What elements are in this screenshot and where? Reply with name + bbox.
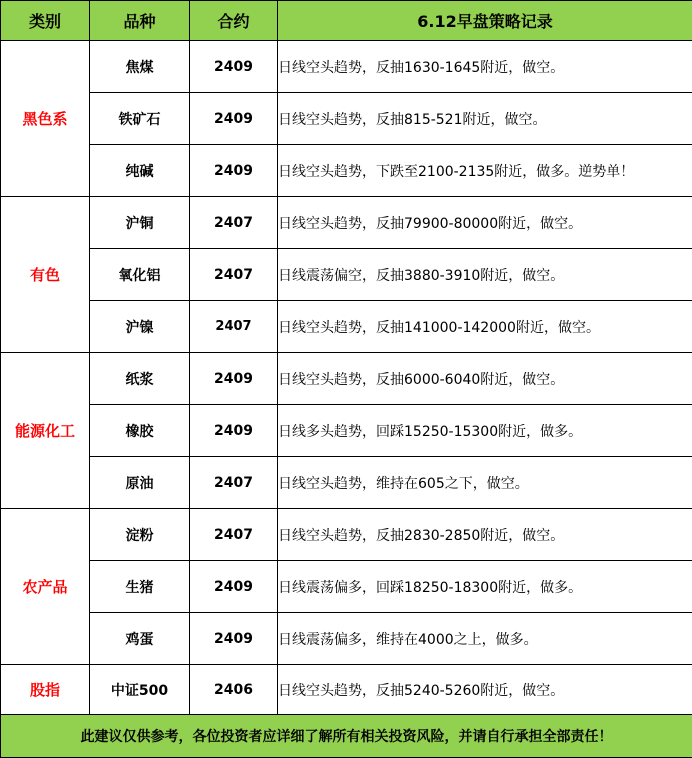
table-row [1, 41, 692, 93]
variety-cell: 纸浆 [90, 353, 190, 405]
contract-cell: 2409 [190, 561, 278, 613]
contract-cell: 2406 [190, 665, 278, 715]
table-row [1, 509, 692, 561]
strategy-cell: 日线空头趋势，下跌至2100-2135附近，做多。逆势单！ [278, 145, 692, 197]
strategy-cell: 日线震荡偏多，回踩18250-18300附近，做多。 [278, 561, 692, 613]
contract-cell: 2409 [190, 41, 278, 93]
strategy-cell: 日线多头趋势，回踩15250-15300附近，做多。 [278, 405, 692, 457]
contract-cell: 2409 [190, 613, 278, 665]
variety-cell: 淀粉 [90, 509, 190, 561]
contract-cell: 2409 [190, 93, 278, 145]
variety-cell: 原油 [90, 457, 190, 509]
contract-cell: 2409 [190, 145, 278, 197]
variety-cell: 沪铜 [90, 197, 190, 249]
header-contract: 合约 [190, 1, 278, 41]
contract-cell: 2409 [190, 353, 278, 405]
strategy-cell: 日线空头趋势，维持在605之下，做空。 [278, 457, 692, 509]
header-category: 类别 [1, 1, 90, 41]
category-cell: 能源化工 [1, 353, 90, 509]
table-row [1, 613, 692, 665]
table-row [1, 249, 692, 301]
variety-cell: 沪镍 [90, 301, 190, 353]
strategy-cell: 日线震荡偏空，反抽3880-3910附近，做空。 [278, 249, 692, 301]
table-row [1, 93, 692, 145]
table-row [1, 457, 692, 509]
category-cell: 股指 [1, 665, 90, 715]
table-row [1, 145, 692, 197]
strategy-cell: 日线空头趋势，反抽2830-2850附近，做空。 [278, 509, 692, 561]
contract-cell: 2407 [190, 197, 278, 249]
category-cell: 农产品 [1, 509, 90, 665]
category-cell: 黑色系 [1, 41, 90, 197]
table-row [1, 197, 692, 249]
variety-cell: 中证500 [90, 665, 190, 715]
variety-cell: 橡胶 [90, 405, 190, 457]
strategy-cell: 日线空头趋势，反抽5240-5260附近，做空。 [278, 665, 692, 715]
variety-cell: 鸡蛋 [90, 613, 190, 665]
table-row [1, 665, 692, 715]
table-row [1, 301, 692, 353]
header-variety: 品种 [90, 1, 190, 41]
header-strategy-title: 6.12早盘策略记录 [278, 1, 692, 41]
strategy-cell: 日线空头趋势，反抽815-521附近，做空。 [278, 93, 692, 145]
contract-cell: 2409 [190, 405, 278, 457]
strategy-cell: 日线空头趋势，反抽79900-80000附近，做空。 [278, 197, 692, 249]
variety-cell: 焦煤 [90, 41, 190, 93]
category-cell: 有色 [1, 197, 90, 353]
table-row [1, 405, 692, 457]
strategy-cell: 日线空头趋势，反抽141000-142000附近，做空。 [278, 301, 692, 353]
strategy-cell: 日线空头趋势，反抽6000-6040附近，做空。 [278, 353, 692, 405]
header-row [1, 1, 692, 41]
footer-row [1, 715, 692, 758]
table-row [1, 353, 692, 405]
table-row [1, 561, 692, 613]
contract-cell: 2407 [190, 509, 278, 561]
disclaimer-text: 此建议仅供参考，各位投资者应详细了解所有相关投资风险，并请自行承担全部责任！ [1, 715, 692, 758]
variety-cell: 铁矿石 [90, 93, 190, 145]
contract-cell: 2407 [190, 301, 278, 353]
variety-cell: 生猪 [90, 561, 190, 613]
contract-cell: 2407 [190, 457, 278, 509]
variety-cell: 纯碱 [90, 145, 190, 197]
strategy-cell: 日线空头趋势，反抽1630-1645附近，做空。 [278, 41, 692, 93]
strategy-cell: 日线震荡偏多，维持在4000之上，做多。 [278, 613, 692, 665]
contract-cell: 2407 [190, 249, 278, 301]
variety-cell: 氧化铝 [90, 249, 190, 301]
